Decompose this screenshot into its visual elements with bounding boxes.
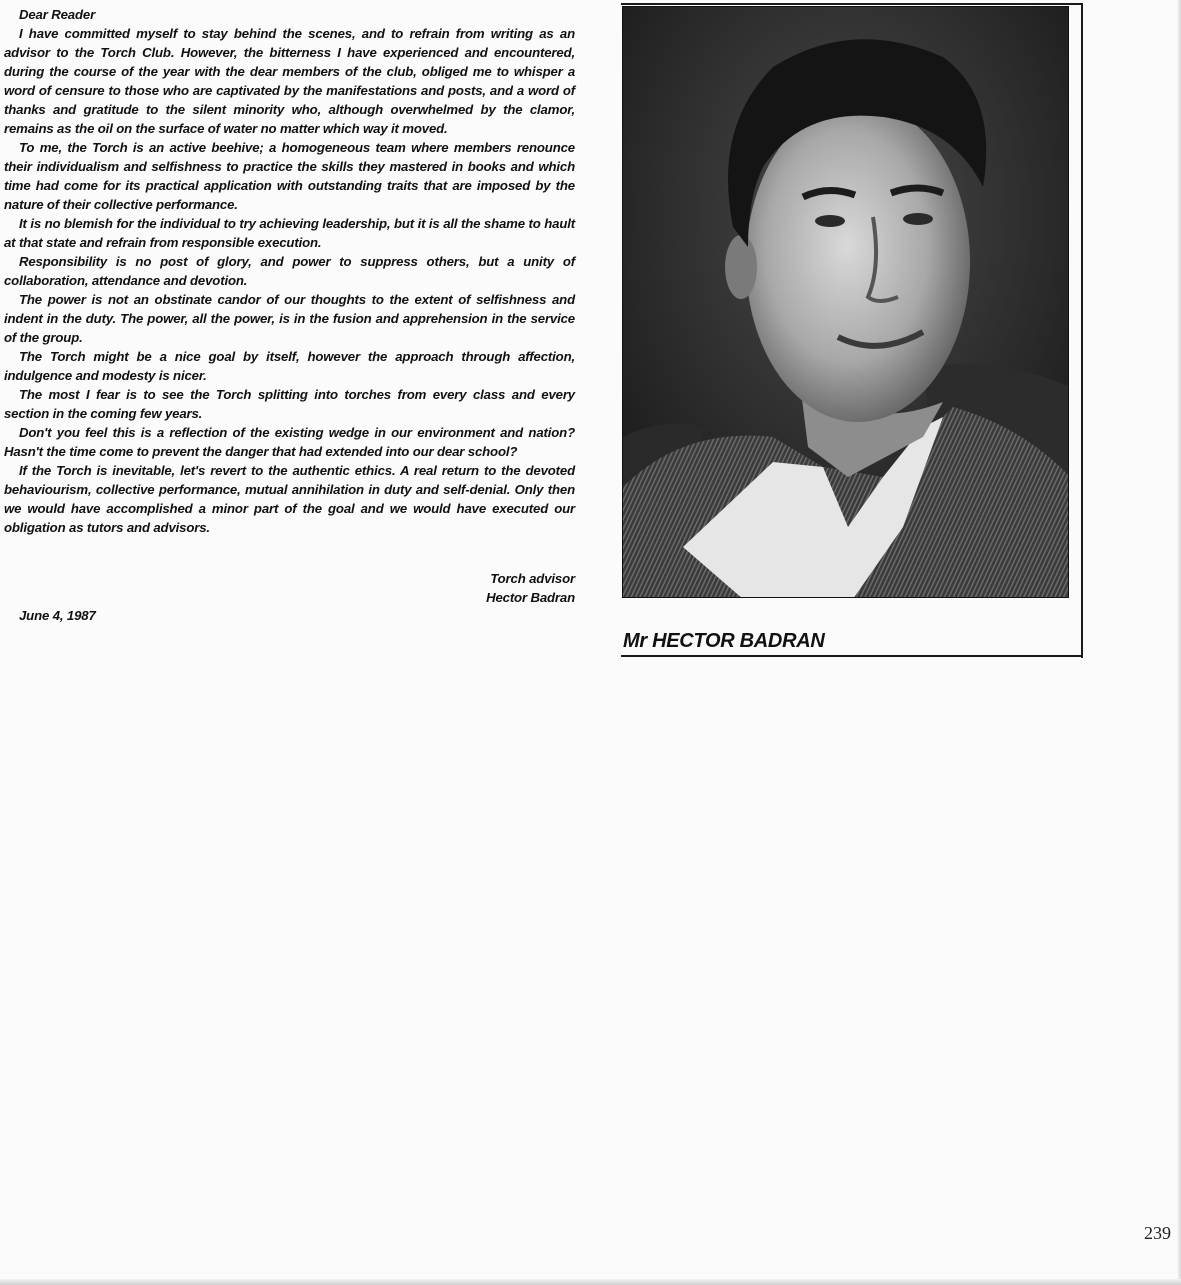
photo-frame-bottom (621, 655, 1083, 657)
page-number: 239 (1144, 1223, 1171, 1243)
letter-signature (486, 569, 575, 607)
photo-frame-top (621, 3, 1083, 5)
letter-paragraph: The power is not an obstinate candor of our thoughts to the extent of selfishness and indent in the duty. The power, all the power, is in the fusion and apprehension in the service of the group. (4, 292, 575, 345)
signature-title: Torch advisor (490, 571, 575, 586)
page-edge-shadow (1177, 0, 1181, 1285)
letter-paragraph: Don't you feel this is a reflection of the existing wedge in our environment and nation? Hasn't the time come to prevent the danger that had extended into our dear school? (4, 425, 575, 459)
letter-salutation: Dear Reader (19, 7, 96, 22)
letter-paragraph: If the Torch is inevitable, let's revert to the authentic ethics. A real return to the devoted behaviourism, collective performance, mutual annihilation in duty and self-denial. Only then we would have accomplished a minor part of the goal and we would have executed our obligation as tutors and advisors. (4, 463, 575, 535)
page-bottom-shadow (0, 1279, 1181, 1285)
photo-caption: Mr HECTOR BADRAN (623, 630, 825, 652)
letter-paragraph: To me, the Torch is an active beehive; a homogeneous team where members renounce their individualism and selfishness to practice the skills they mastered in books and which time had come for its practical application with outstanding traits that are imposed by the nature of their collective performance. (4, 140, 575, 212)
letter-body (4, 5, 575, 537)
letter-paragraph: It is no blemish for the individual to try achieving leadership, but it is all the shame to hault at that state and refrain from responsible execution. (4, 216, 575, 250)
photo-frame-right (1081, 3, 1083, 658)
letter-paragraph: The most I fear is to see the Torch splitting into torches from every class and every section in the coming few years. (4, 387, 575, 421)
portrait-photo (622, 6, 1069, 598)
portrait-illustration (623, 7, 1069, 598)
signature-name: Hector Badran (486, 590, 575, 605)
letter-paragraph: Responsibility is no post of glory, and power to suppress others, but a unity of collaboration, attendance and devotion. (4, 254, 575, 288)
letter-paragraph: I have committed myself to stay behind the scenes, and to refrain from writing as an advisor to the Torch Club. However, the bitterness I have experienced and encountered, during the course of the year with the dear members of the club, obliged me to whisper a word of censure to those who are captivated by the manifestations and posts, and a word of thanks and gratitude to the silent minority who, although overwhelmed by the clamor, remains as the oil on the surface of water no matter which way it moved. (4, 26, 575, 136)
letter-date: June 4, 1987 (19, 608, 96, 623)
letter-paragraph: The Torch might be a nice goal by itself, however the approach through affection, indulgence and modesty is nicer. (4, 349, 575, 383)
